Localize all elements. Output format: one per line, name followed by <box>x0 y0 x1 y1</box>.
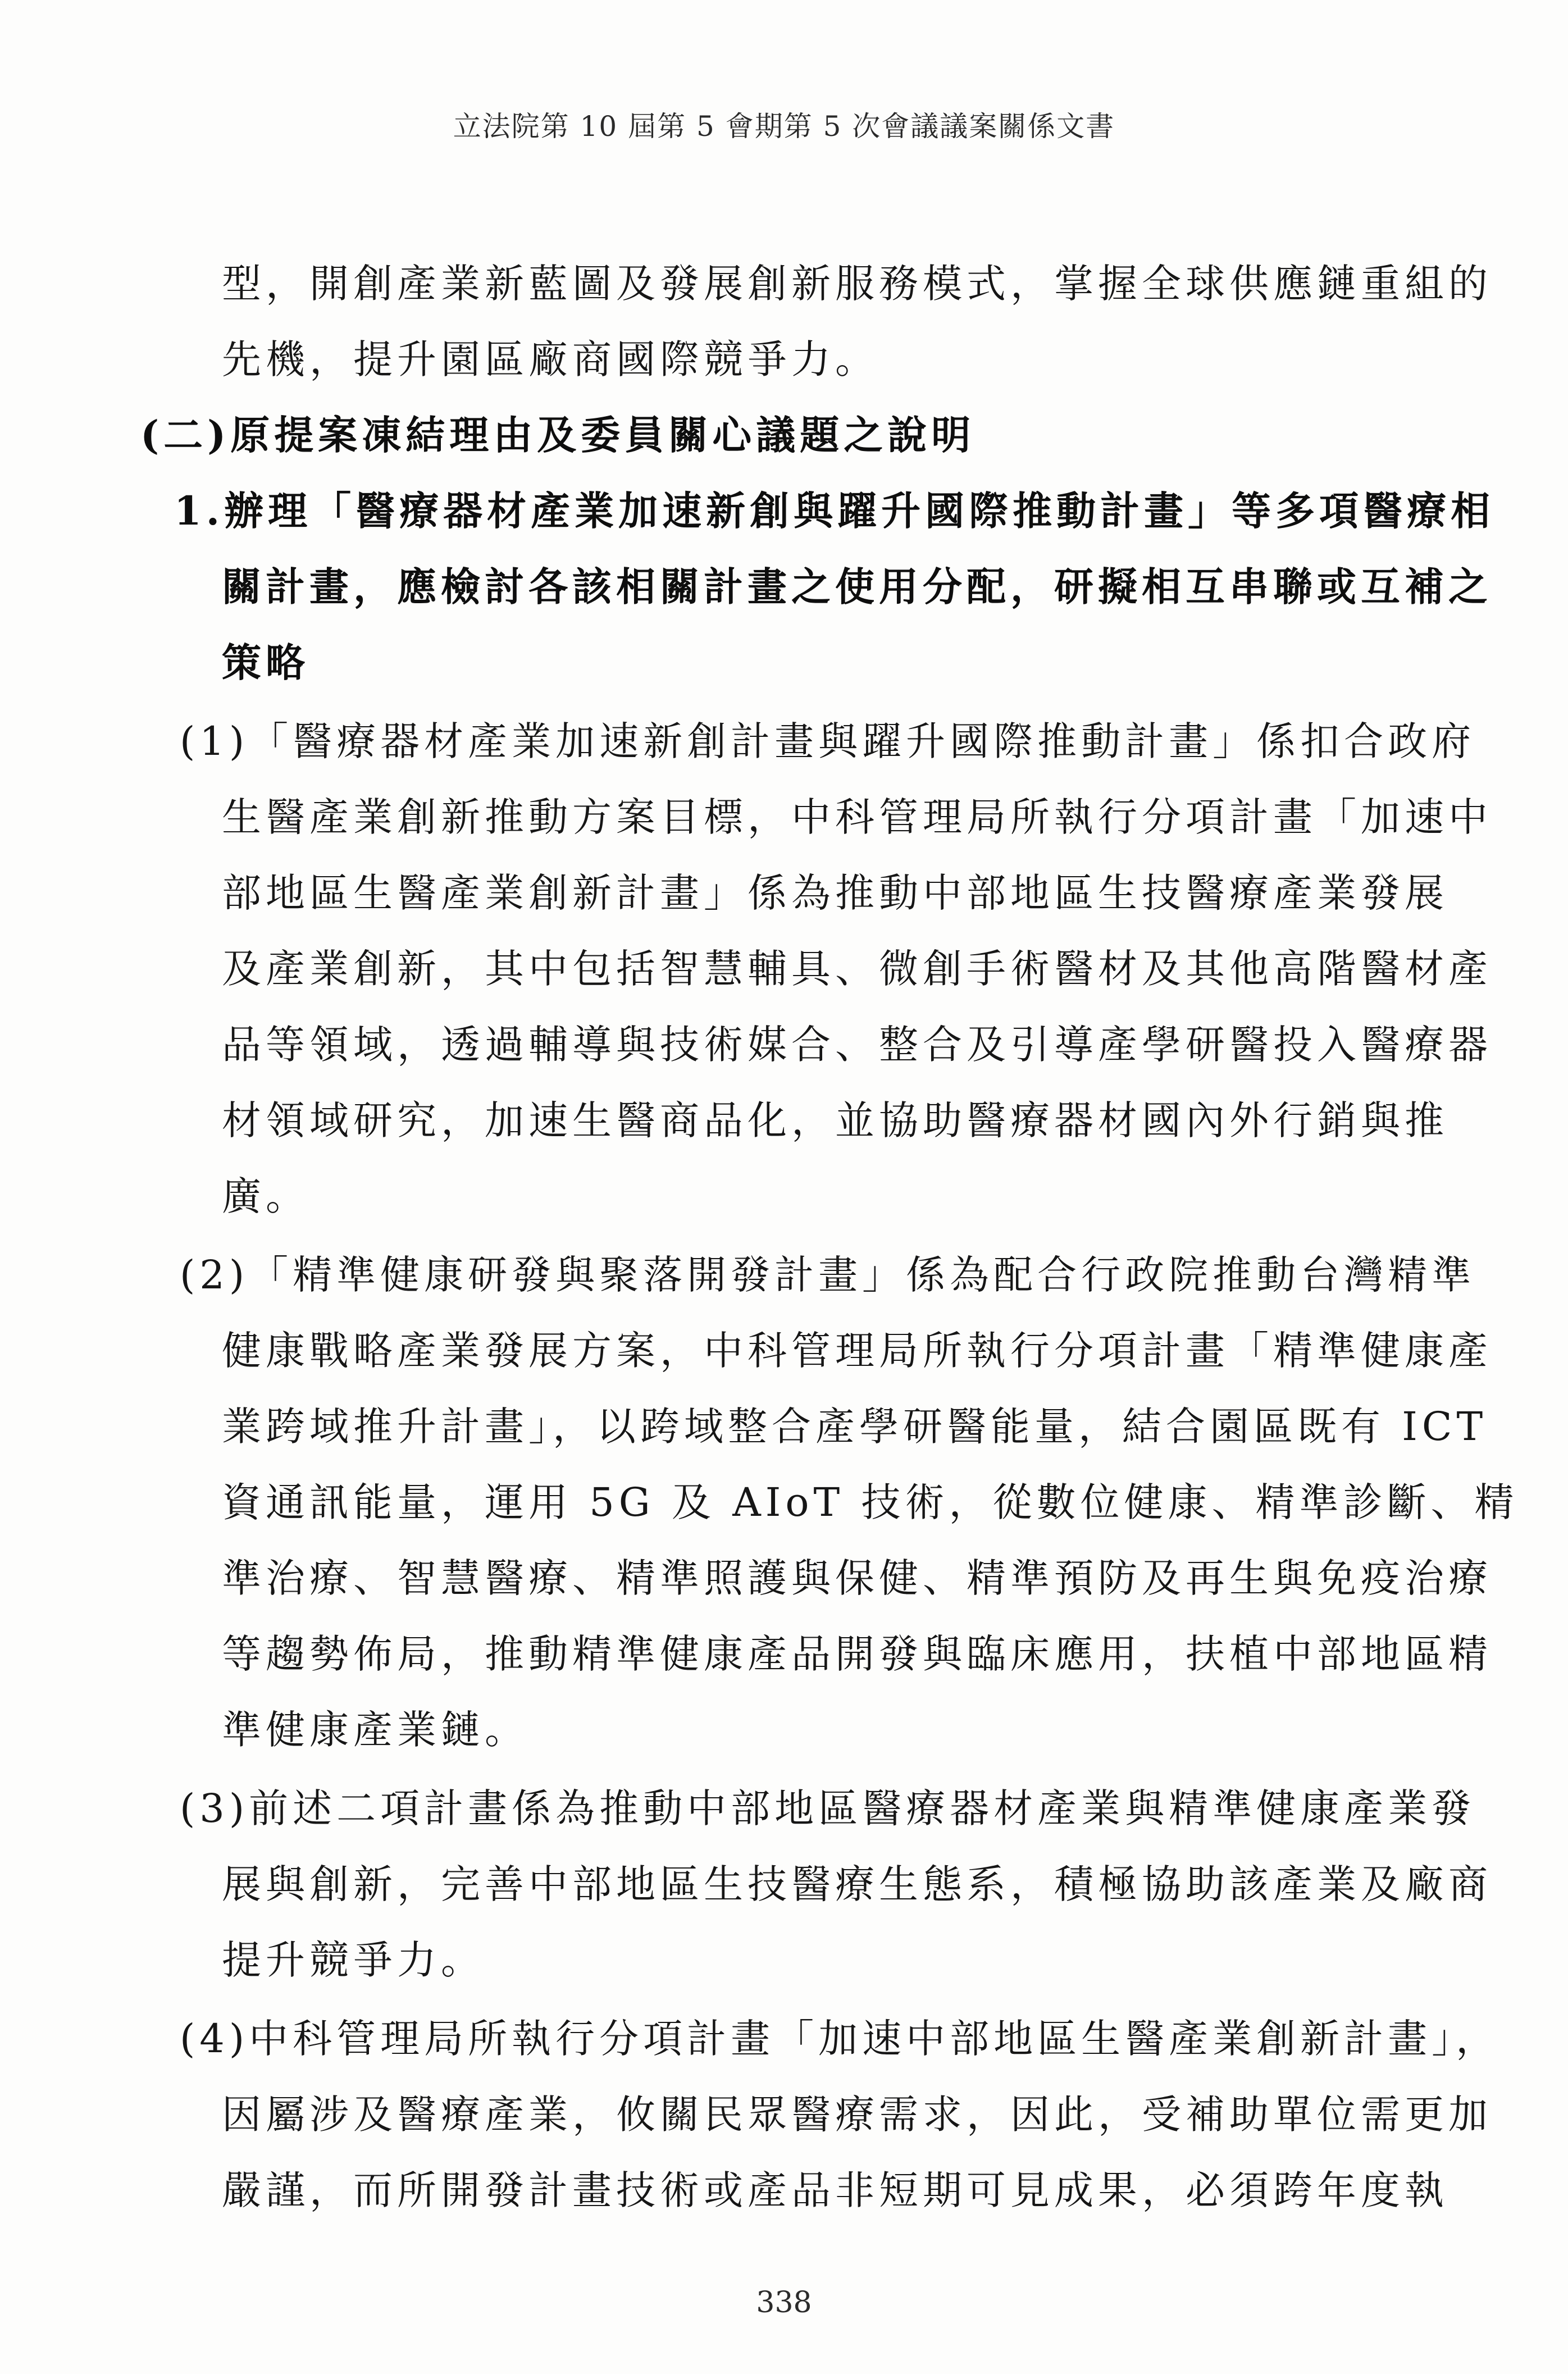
sub3-line-2: 展與創新，完善中部地區生技醫療生態系，積極協助該產業及廠商 <box>222 1861 1492 1907</box>
sub2-line-2: 健康戰略產業發展方案，中科管理局所執行分項計畫「精準健康產 <box>222 1328 1492 1374</box>
sub3-line-3: 提升競爭力。 <box>222 1937 485 1983</box>
sub1-line-2: 生醫產業創新推動方案目標，中科管理局所執行分項計畫「加速中 <box>222 794 1492 840</box>
page-number: 338 <box>756 2286 812 2320</box>
sub1-line-5: 品等領域，透過輔導與技術媒合、整合及引導產學研醫投入醫療器 <box>222 1022 1492 1068</box>
sub1-line-6: 材領域研究，加速生醫商品化，並協助醫療器材國內外行銷與推 <box>222 1097 1448 1143</box>
section-heading: (二)原提案凍結理由及委員關心議題之說明 <box>140 412 976 458</box>
sub3-line-1: (3)前述二項計畫係為推動中部地區醫療器材產業與精準健康產業發 <box>180 1785 1476 1831</box>
item1-line-1: 1.辦理「醫療器材產業加速新創與躍升國際推動計畫」等多項醫療相 <box>174 487 1495 534</box>
sub4-line-3: 嚴謹，而所開發計畫技術或產品非短期可見成果，必須跨年度執 <box>222 2167 1448 2213</box>
sub1-line-1: (1)「醫療器材產業加速新創計畫與躍升國際推動計畫」係扣合政府 <box>180 718 1476 764</box>
running-header: 立法院第 10 屆第 5 會期第 5 次會議議案關係文書 <box>453 110 1115 143</box>
sub2-line-4: 資通訊能量，運用 5G 及 AIoT 技術，從數位健康、精準診斷、精 <box>222 1479 1519 1525</box>
item1-line-3: 策略 <box>222 639 309 686</box>
intro-line-2: 先機，提升園區廠商國際競爭力。 <box>222 336 879 382</box>
sub1-line-3: 部地區生醫產業創新計畫」係為推動中部地區生技醫療產業發展 <box>222 870 1448 916</box>
sub1-line-4: 及產業創新，其中包括智慧輔具、微創手術醫材及其他高階醫材產 <box>222 946 1492 992</box>
sub2-line-1: (2)「精準健康研發與聚落開發計畫」係為配合行政院推動台灣精準 <box>180 1252 1476 1298</box>
sub2-line-7: 準健康產業鏈。 <box>222 1707 528 1753</box>
sub1-line-7: 廣。 <box>222 1173 309 1219</box>
sub2-line-5: 準治療、智慧醫療、精準照護與保健、精準預防及再生與免疫治療 <box>222 1555 1492 1601</box>
sub4-line-1: (4)中科管理局所執行分項計畫「加速中部地區生醫產業創新計畫」， <box>180 2016 1500 2062</box>
sub4-line-2: 因屬涉及醫療產業，攸關民眾醫療需求，因此，受補助單位需更加 <box>222 2092 1492 2138</box>
intro-line-1: 型，開創產業新藍圖及發展創新服務模式，掌握全球供應鏈重組的 <box>222 261 1492 307</box>
sub2-line-3: 業跨域推升計畫」，以跨域整合產學研醫能量，結合園區既有 ICT <box>222 1404 1488 1450</box>
item1-line-2: 關計畫，應檢討各該相關計畫之使用分配，研擬相互串聯或互補之 <box>222 563 1492 610</box>
sub2-line-6: 等趨勢佈局，推動精準健康產品開發與臨床應用，扶植中部地區精 <box>222 1631 1492 1677</box>
